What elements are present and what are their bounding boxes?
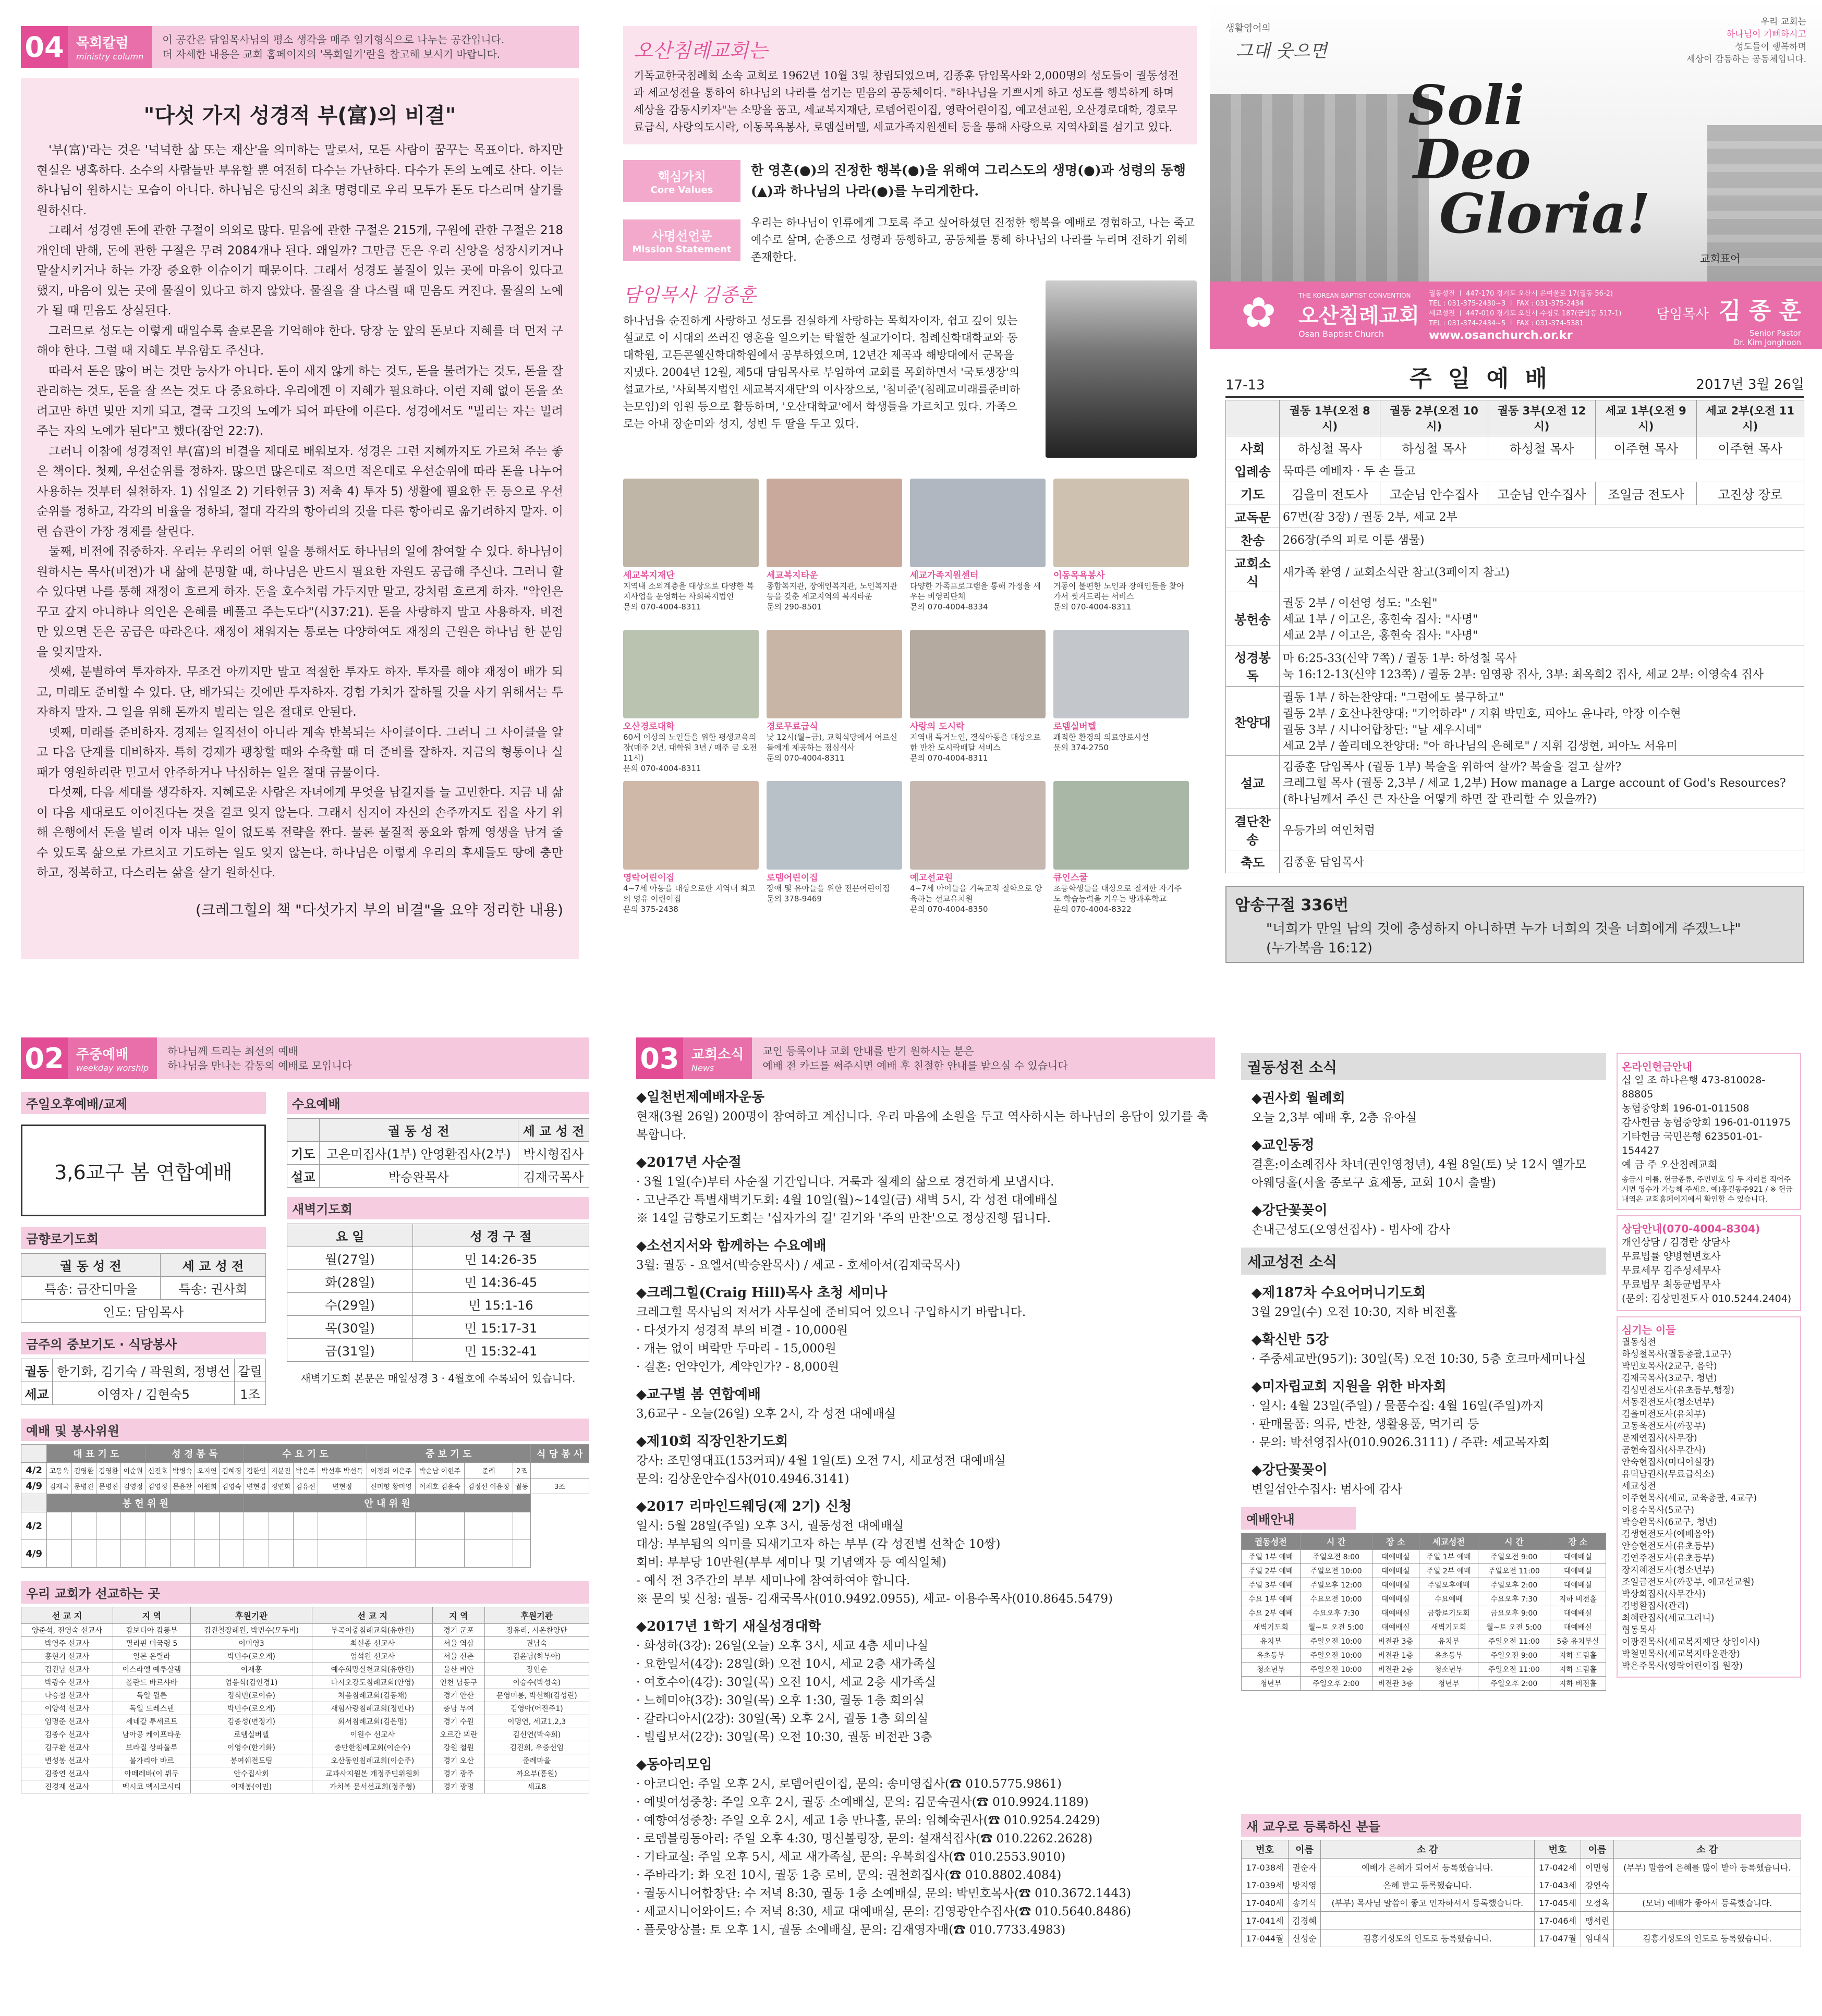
- news-line: 3월 29일(수) 오전 10:30, 지하 비전홀: [1252, 1305, 1457, 1319]
- news-line: · 주중세교반(95기): 30일(목) 오전 10:30, 5층 호크마세미나실: [1252, 1352, 1586, 1366]
- cover-buildings: [1210, 94, 1429, 282]
- news-line: · 개는 없이 벼락만 두마리 - 15,000원: [636, 1342, 836, 1355]
- order-title: 주 일 예 배: [1409, 365, 1551, 392]
- cover-top-right: 우리 교회는 하나님이 기뻐하시고 성도들이 행복하며 세상이 감동하는 공동체입니다.: [1686, 17, 1806, 65]
- ministry-caption: [910, 570, 1046, 612]
- news-line: · 플룻앙상블: 토 오후 1시, 궐동 소예배실, 문의: 김재영자매(☎ 010.7733.4983): [636, 1923, 1066, 1937]
- ministry-photo: [1053, 781, 1189, 870]
- list-item: 장지혜전도사(청소년부): [1622, 1565, 1715, 1575]
- order-cell: 김을미 전도사: [1280, 482, 1380, 505]
- news-line: · 예향여성중창: 주일 오후 2시, 세교 1층 만나홀, 문의: 임혜숙권사(☎ 010.9254.2429): [636, 1814, 1100, 1827]
- order-header: [1225, 360, 1804, 398]
- news-line: 오늘 2,3부 예배 후, 2층 유아실: [1252, 1111, 1417, 1125]
- news-line: 일시: 5월 28일(주일) 오후 3시, 궐동성전 대예배실: [636, 1519, 904, 1533]
- order-cell: 조일금 전도사: [1596, 482, 1696, 505]
- section-header: 03 교회소식 News 교인 등록이나 교회 안내를 받기 원하시는 분은 예배 전 카드를 써주시면 예배 후 친절한 안내를 받으실 수 있습니다: [636, 1037, 1215, 1079]
- order-cell: 하성철 목사: [1380, 436, 1488, 459]
- list-item: 기타헌금 국민은행 623501-01-154427: [1622, 1131, 1763, 1156]
- church-address: 궐동성전 ㅣ 447-170 경기도 오산시 은여울로 17(궐동 56-2) TEL : 031-375-2430~3 ㅣ FAX : 031-375-2434 세교성전 ㅣ 447-010 경기도 오산시 수청로 187(금암동 517-1) TEL : 031-374-2434~5 ㅣ FAX : 031-374-5381 www.osanchurch.or.kr: [1429, 290, 1622, 342]
- list-item: 김을미전도사(유치부): [1622, 1409, 1706, 1420]
- info-sidebar: 온라인헌금안내 십 일 조 하나은행 473-810028-88805 농협중앙회 196-01-011508 감사헌금 농협중앙회 196-01-011975 기타헌금 국민은행 623501-01-154427 예 금 주 오산침례교회 송금시 이름, 헌금종류, 주민번호 입 두 자리를 적어주시면 영수가 가능해 주세요. 예)홍길동주921 / ※ 헌금내역은 교회홈페이지에서 확인할 수 있습니다. 상담안내(070-4004-8304) 개인상담 / 김경란 상담사 무료법률 양병현변호사 무료세무 김주성세무사 무료법무 최동균법무사 (문의: 김상민전도사 010.5244.2404) 심기는 이들 궐동성전 하성철목사(궐동총괄,1교구) 박민호목사(2교구, 음악) 김재국목사(3교구, 청년) 김성민전도사(유초등부,행정) 서동진전도사(청소년부) 김을미전도사(유치부) 고동욱전도사(까꿍부) 문재연집사(사무장) 공현숙집사(사무간사) 안숙현집사(미디어실장) 유덕남권사(무료급식소) 세교성전 이주현목사(세교, 교육총괄, 4교구) 이용수목사(5교구) 박승완목사(6교구, 청년) 김생현전도사(예배음악) 안승현전도사(유초등부) 김연주전도사(유초등부) 장지혜전도사(청소년부) 조일금전도사(까꿍부, 예고선교원) 박상희집사(사무간사) 김병환집사(관리) 최혜란집사(세교그리니) 협동목사 이광진목사(세교복지재단 상임이사) 박철민목사(세교복지타운관장) 박은주목사(영락어린이집 원장): [1617, 1053, 1801, 1814]
- list-item: 안승현전도사(유초등부): [1622, 1541, 1715, 1551]
- ministry-desc: 지역내 소외계층을 대상으로 다양한 복지사업을 운영하는 사회복지법인: [623, 581, 754, 601]
- order-cell: 하성철 목사: [1280, 436, 1380, 459]
- order-col: 궐동 3부(오전 12시): [1488, 400, 1595, 436]
- news-line: · 고난주간 특별새벽기도회: 4월 10일(월)~14일(금) 새벽 5시, 각 성전 대예배실: [636, 1193, 1058, 1207]
- news-heading: ◆2017 리마인드웨딩(제 2기) 신청: [636, 1499, 852, 1514]
- news-line: · 일시: 4월 23일(주일) / 물품수집: 4월 16일(주일)까지: [1252, 1399, 1544, 1413]
- ministry-phone: 문의 070-4004-8311: [1053, 602, 1132, 612]
- order-label: 교독문: [1226, 505, 1280, 528]
- news-heading: ◆강단꽃꽂이: [1252, 1203, 1328, 1218]
- order-line: 눅 16:12-13(신약 123쪽) / 궐동 2부: 임영광 집사, 3부: 최옥희2 집사, 세교 2부: 이영숙4 집사: [1283, 668, 1764, 681]
- news-line: · 세교시니어와이드: 수 저녁 8:30, 세교 대예배실, 문의: 김영광안수집사(☎ 010.5640.8486): [636, 1905, 1132, 1919]
- list-item: 무료법률 양병현변호사: [1622, 1251, 1721, 1262]
- order-line: 궐동 3부 / 시냐어합창단: "날 세우시네": [1283, 724, 1482, 737]
- order-row: [1226, 436, 1804, 459]
- cover-top-left: 생활영어의: [1225, 23, 1271, 34]
- section-header: [21, 26, 579, 68]
- order-cell: [1280, 551, 1804, 592]
- ministry-photo-grid: [623, 479, 1197, 932]
- ministry-caption: [910, 873, 1046, 914]
- order-label: 사회: [1226, 436, 1280, 459]
- intro-box: [623, 26, 1197, 144]
- ministry-phone: 문의 070-4004-8311: [623, 602, 701, 612]
- order-cell: [1280, 592, 1804, 645]
- section-title: 목회칼럼 ministry column: [68, 26, 152, 68]
- news-line: · 여호수아(4강): 30일(목) 오전 10시, 세교 2층 새가족실: [636, 1676, 936, 1689]
- order-of-worship: [1225, 360, 1804, 980]
- ministry-phone: 문의 070-4004-8322: [1053, 905, 1132, 914]
- order-col: 세교 1부(오전 9시): [1596, 400, 1696, 436]
- order-row: [1226, 687, 1804, 756]
- new-members: 새 교우로 등록하신 분들 번호 이름 소 감 번호 이름 소 감 17-038세 권순자 예배가 은혜가 되어서 등록했습니다. 17-042세 이민형 (부부) 말씀에 은혜를 많이 받아 등록했습니다. 17-039세 방지영 은혜 받고 등록했습니다. 17-043세 강연숙 17-040세 송기식 (부부) 목사님 말씀이 좋고 인자하셔서 등록했습니다. 17-045세 오정옥 (모녀) 예배가 좋아서 등록했습니다. 17-041세 김경혜 17-046세 맹서린 17-044궐 신성순 김홍기성도의 인도로 등록했습니다. 17-047궐 임대식 김홍기성도의 인도로 등록했습니다.: [1241, 1814, 1801, 2002]
- news-line: ※ 문의 및 신청: 궐동- 김재국목사(010.9492.0955), 세교- 이용수목사(010.8645.5479): [636, 1592, 1113, 1606]
- campus-news: 궐동성전 소식 ◆권사회 월례회 오늘 2,3부 예배 후, 2층 유아실 ◆교인동정 결혼:이소례집사 차녀(권인영청년), 4월 8일(토) 낮 12시 엘가모아웨딩홀(서울 종로구 효제동, 교회 10시 출발) ◆강단꽃꽂이 손내근성도(오영선집사) - 범사에 감사 세교성전 소식 ◆제187차 수요어머니기도회 3월 29일(수) 오전 10:30, 지하 비전홀 ◆확신반 5강 · 주중세교반(95기): 30일(목) 오전 10:30, 5층 호크마세미나실 ◆미자립교회 지원을 위한 바자회 · 일시: 4월 23일(주일) / 물품수집: 4월 16일(주일)까지 · 판매물품: 의류, 반찬, 생활용품, 먹거리 등 · 문의: 박선영집사(010.9026.3111) / 주관: 세교목자회 ◆강단꽃꽂이 변일섭안수집사: 범사에 감사 예배안내 궐동성전 시 간 장 소 세교성전 시 간 장 소 주일 1부 예배 주일오전 8:00 대예배실 주일 1부 예배 주일오전 9:00 대예배실 주일 2부 예배 주일오전 10:00 대예배실 주일 2부 예배 주일오전 11:00 대예배실 주일 3부 예배 주일오후 12:00 대예배실 주일오후예배 주일오후 2:00 대예배실 수요 1부 예배 수요오전 10:00 대예배실 수요예배 수요오후 7:30 지하 비전홀 수요 2부 예배 수요오후 7:30 대예배실 금향로기도회 금요오후 9:00 대예배실 새벽기도회 월~토 오전 5:00 대예배실 새벽기도회 월~토 오전 5:00 대예배실 유치부 주일오전 10:00 비전관 3층 유치부 주일오전 11:00 5층 유치부실 유초등부 주일오전 10:00 비전관 1층 유초등부 주일오전 9:00 지하 드림홀 청소년부 주일오전 10:00 비전관 2층 청소년부 주일오전 11:00 지하 드림홀 청년부 주일오후 2:00 비전관 3층 청년부 주일오후 2:00 지하 비전홀: [1241, 1053, 1606, 1814]
- church-name: 오산침례교회: [1298, 304, 1419, 328]
- ministry-photo: [767, 479, 902, 567]
- ministry-name: 세교복지타운: [767, 570, 818, 581]
- new-members-table: 번호 이름 소 감 번호 이름 소 감 17-038세 권순자 예배가 은혜가 되어서 등록했습니다. 17-042세 이민형 (부부) 말씀에 은혜를 많이 받아 등록했습니다. 17-039세 방지영 은혜 받고 등록했습니다. 17-043세 강연숙 17-040세 송기식 (부부) 목사님 말씀이 좋고 인자하셔서 등록했습니다. 17-045세 오정옥 (모녀) 예배가 좋아서 등록했습니다. 17-041세 김경혜 17-046세 맹서린 17-044궐 신성순 김홍기성도의 인도로 등록했습니다. 17-047궐 임대식 김홍기성도의 인도로 등록했습니다.: [1241, 1840, 1801, 1947]
- column-title: "다섯 가지 성경적 부(富)의 비결": [143, 104, 456, 128]
- list-item: 하성철목사(궐동총괄,1교구): [1622, 1349, 1732, 1360]
- ministry-phone: 문의 070-4004-8311: [910, 753, 988, 763]
- news-line: 회비: 부부당 10만원(부부 세미나 및 기념액자 등 예식일체): [636, 1556, 946, 1569]
- ministry-caption: [1053, 873, 1189, 914]
- ministry-name: 세교가족지원센터: [910, 570, 979, 581]
- ministry-name: 로뎀실버텔: [1053, 722, 1097, 732]
- list-item: 안숙현집사(미디어실장): [1622, 1457, 1715, 1468]
- news-line: · 예빛여성중창: 주일 오후 2시, 궐동 소예배실, 문의: 김문숙권사(☎ 010.9924.1189): [636, 1795, 1089, 1809]
- mission-text: 우리는 하나님이 인류에게 그토록 주고 싶어하셨던 진정한 행복을 예배로 경험하고, 나는 죽고 예수로 살며, 순종으로 성령과 동행하고, 공동체를 통해 하나님의 나라를 누리며 전하기 위해 존재한다.: [751, 216, 1195, 263]
- news-line: · 기타교실: 주일 오후 5시, 세교 새가족실, 문의: 우복희집사(☎ 010.2553.9010): [636, 1850, 1066, 1864]
- order-label: 찬송: [1226, 528, 1280, 551]
- news-line: 문의: 김상운안수집사(010.4946.3141): [636, 1472, 849, 1486]
- ministry-photo: [623, 781, 759, 870]
- order-cell: 고진상 장로: [1696, 482, 1804, 505]
- ministry-desc: 4~7세 아동을 대상으로한 지역내 최고의 영유 어린이집: [623, 884, 756, 903]
- news-heading: ◆미자립교회 지원을 위한 바자회: [1252, 1379, 1447, 1395]
- ministry-caption: [767, 570, 902, 612]
- ministry-name: 로뎀어린이집: [767, 873, 818, 883]
- cover-script: 그대 웃으면: [1236, 41, 1328, 62]
- list-item: 조일금전도사(까꿍부, 예고선교원): [1622, 1577, 1754, 1587]
- order-row: [1226, 459, 1804, 482]
- pastor-text: 하나님을 순진하게 사랑하고 성도를 진실하게 사랑하는 목회자이자, 쉽고 깊이 있는 설교로 이 시대의 쓰러진 영혼을 일으키는 탁월한 설교가이다. 침례신학대학교와 동대학원, 고든콘웰신학대학원에서 공부하였으며, 12년간 제곡과 해방대에서 군목을 지냈다. 2004년 12월, 제5대 담임목사로 부임하여 교회를 목회하면서 '국토생장'의 설교가로, '사회복지법인 세교복지재단'의 이사장으로, '침미준'(침례교미래를준비하는모임)의 임원 등으로 활동하며, '오산대학교'에서 학생들을 가르치고 있다. 가족으로는 아내 장순미와 성지, 성빈 두 딸을 두고 있다.: [623, 314, 1021, 430]
- order-line: 우등가의 여인처럼: [1283, 824, 1376, 837]
- news-line: · 3월 1일(수)부터 사순절 기간입니다. 거룩과 절제의 삶으로 경건하게 보냅시다.: [636, 1175, 1054, 1189]
- news-line: · 주바라기: 화 오전 10시, 궐동 1층 로비, 문의: 권천희집사(☎ 010.8802.4084): [636, 1868, 1062, 1882]
- list-item: 김연주전도사(유초등부): [1622, 1553, 1715, 1563]
- order-row: [1226, 756, 1804, 809]
- ministry-phone: 문의 375-2438: [623, 905, 678, 914]
- ministry-photo: [623, 479, 759, 567]
- list-item: 박승완목사(6교구, 청년): [1622, 1517, 1717, 1528]
- list-item: 무료세무 김주성세무사: [1622, 1265, 1721, 1276]
- cover-footer: ✿ THE KOREAN BAPTIST CONVENTION 오산침례교회 Osan Baptist Church 궐동성전 ㅣ 447-170 경기도 오산시 은여울로 17(궐동 56-2) TEL : 031-375-2430~3 ㅣ FAX : 031-375-2434 세교성전 ㅣ 447-010 경기도 오산시 수청로 187(금암동 517-1) TEL : 031-374-2434~5 ㅣ FAX : 031-374-5381 www.osanchurch.or.kr 담임목사 김 종 훈 Senior Pastor Dr. Kim Jonghoon: [1210, 282, 1822, 349]
- news-line: · 화성하(3강): 26일(오늘) 오후 3시, 세교 4층 세미나실: [636, 1639, 929, 1653]
- list-item: 박민호목사(2교구, 음악): [1622, 1361, 1717, 1372]
- ministry-name: 영락어린이집: [623, 873, 675, 883]
- pastor-photo: [1046, 280, 1197, 458]
- order-cell: [1280, 528, 1804, 551]
- order-col: 궐동 1부(오전 8시): [1280, 400, 1380, 436]
- dawn-table: 요 일 성 경 구 절 월(27일) 민 14:26-35 화(28일) 민 14:36-45 수(29일) 민 15:1-16 목(30일) 민 15:17-31 금(31일) 민 15:32-41: [287, 1224, 589, 1362]
- news-heading: ◆동아리모임: [636, 1757, 712, 1773]
- section-number: 04: [21, 26, 68, 68]
- ministry-phone: 문의 290-8501: [767, 602, 822, 612]
- list-item: 공현숙집사(사무간사): [1622, 1445, 1706, 1456]
- news-line: 3월: 궐동 - 요엘서(박승완목사) / 세교 - 호세아서(김재국목사): [636, 1259, 961, 1272]
- news-line: - 예식 전 3주간의 부부 세미나에 참여하여야 합니다.: [636, 1574, 910, 1587]
- ministry-desc: 쾌적한 환경의 의료양로시설: [1053, 732, 1149, 742]
- order-cell: 이주현 목사: [1596, 436, 1696, 459]
- list-item: 유덕남권사(무료급식소): [1622, 1469, 1715, 1480]
- bulletin-cover: [1210, 0, 1822, 349]
- news-line: 변일섭안수집사: 범사에 감사: [1252, 1483, 1402, 1496]
- order-label: 봉헌송: [1226, 592, 1280, 645]
- news-line: · 문의: 박선영집사(010.9026.3111) / 주관: 세교목자회: [1252, 1436, 1550, 1449]
- order-line: 궐동 2부 / 이선영 성도: "소원": [1283, 597, 1438, 610]
- order-label: 축도: [1226, 850, 1280, 873]
- ministry-desc: 60세 이상의 노인들을 위한 평생교육의 장(매주 2년, 대학원 3년 / 매주 금 오전 11시): [623, 732, 757, 763]
- news-line: 결혼:이소례집사 차녀(권인영청년), 4월 8일(토) 낮 12시 엘가모아웨딩홀(서울 종로구 효제동, 교회 10시 출발): [1252, 1158, 1587, 1190]
- order-label: 성경봉독: [1226, 645, 1280, 687]
- column-source: (크레그힐의 책 "다섯가지 부의 비결"을 요약 정리한 내용): [196, 901, 563, 919]
- ministry-caption: [623, 570, 759, 612]
- ministry-desc: 종합복지관, 장애인복지관, 노인복지관 등을 갖춘 세교지역의 복지타운: [767, 581, 897, 601]
- pastor-intro: [623, 280, 1197, 468]
- news-heading: ◆제187차 수요어머니기도회: [1252, 1285, 1426, 1301]
- ministry-caption: [767, 722, 902, 763]
- order-cell: [1280, 756, 1804, 809]
- list-item: 김생현전도사(예배음악): [1622, 1529, 1715, 1540]
- list-item: 최혜란집사(세교그리니): [1622, 1613, 1715, 1623]
- news-line: · 결혼: 언약인가, 계약인가? - 8,000원: [636, 1360, 840, 1374]
- list-item: (문의: 김상민전도사 010.5244.2404): [1622, 1293, 1792, 1304]
- news-heading: ◆확신반 5강: [1252, 1332, 1329, 1348]
- page-02-weekday-worship: 02 주중예배 weekday worship 하나님께 드리는 최선의 예배 하나님을 만나는 감동의 예배로 모입니다 주일오후예배/교제 3,6교구 봄 연합예배 금향로기도회 궐 동 성 전 세 교 성 전 특송: 금잔디마을 특송: 권사회 인도: 담임목사 금주의 중보기도 · 식당봉사 궐동 한기화, 김기숙 / 곽원희, 정병선 갈릴 세교 이영자 / 김현숙5 1조 수요예배 궐 동 성 전 세 교 성 전 기도 고은미집사(1부) 안영환집사(2부) 박시형집사 설교 박승완목사 김재국목사 새벽기도회 요 일 성 경 구 절 월(27일) 민 14:26-35 화(28일) 민 14:36-45 수(29일) 민 15:1-16 목(30일) 민 15:17-31 금(31일) 민 15:32-41 새벽기도회 본문은 매일성경 3 · 4월호에 수록되어 있습니다. 예배 및 봉사위원 대 표 기 도 성 경 봉 독 수 요 기 도 중 보 기 도 식 당 봉 사 4/2 고동욱 김영환 김영환 이순원 신진호 박병숙 오지연 김혜경 김한인 지분진 박은주 박선후 박선득 이정희 이은주 박순남 이현주 준례 2조 4/9 김재국 문병진 문병진 김영정 김영정 문윤찬 이원희 김영숙 변현경 정연화 김유선 변현정 신미향 황미영 이채호 김윤숙 김정선 이윤정 궐동 3조 봉 헌 위 원 안 내 위 원 4/2 4/9 우리 교회가 선교하는 곳 선 교 지 지 역 후원기관 선 교 지 지 역 후원기관 양준석, 전영숙 선교사 캄보디아 캄퐁부 김진철장례원, 박민수(모두비) 부곡이중침례교회(유한원) 경기 군포 장유리, 시온찬양단 박영주 선교사 필리핀 미국령 5 이미영3 최선종 선교사 서울 역삼 권남숙 홍현기 선교사 일본 온릴라 박민수(로오게) 엄석원 선교사 서울 신촌 김윤남(하부아) 김진남 선교사 이스라엘 예루살렘 이재홍 예수희망실천교회(유한원) 울산 비안 장언순 박광수 선교사 폴란드 바르샤바 엄응식(김인경1) 다시오강도침례교회(안영) 인천 남동구 이승수(박성숙) 나승철 선교사 독일 뮐른 정식민(로이슈) 처음침례교회(김동채) 경기 안산 문영미롱, 박선해(김성린) 이양석 선교사 독일 드레스덴 박민수(로오게) 새힘사랑침례교회(정민나) 충남 부여 김영아(어진주1) 임명준 선교사 세네갈 투세르트 김종성(면정기) 회서침례교회(김은명) 경기 수원 이명연, 세교1,2,3 김종수 선교사 남아공 케이프타운 로뎀실버텔 이원수 선교사 오르간 뫼란 김신연(박숙희) 김구환 선교사 브라질 상파울루 이영수(한기화) 충만한침례교회(이순수) 강원 철원 김진희, 우중선임 변성봉 선교사 불가리아 바르 봉여쉐전도팀 오산동인침례교회(이순주) 경기 오산 준례마을 김종연 선교사 아메레바(이 뷔무 안수집사회 교과사지원본 개정주민위원회 경기 광주 까요부(흥원) 진경재 선교사 멕시코 멕시코시티 이재봉(이민) 가치복 문서선교회(정주형) 경기 광명 세교8: [21, 1037, 589, 2002]
- ministry-desc: 4~7세 아이들을 기독교적 철학으로 양육하는 선교유치원: [910, 884, 1042, 903]
- order-cell: [1280, 850, 1804, 873]
- news-line: 대상: 부부됨의 의미를 되새기고자 하는 부부 (각 성전별 선착순 10쌍): [636, 1537, 1001, 1551]
- ministry-photo: [1053, 630, 1189, 718]
- order-line: 마 6:25-33(신약 7쪽) / 궐동 1부: 하성철 목사: [1283, 652, 1517, 665]
- mission-statement: 사명선언문 Mission Statement 우리는 하나님이 인류에게 그토록 주고 싶어하셨던 진정한 행복을 예배로 경험하고, 나는 죽고 예수로 살며, 순종으로 성령과 동행하고, 공동체를 통해 하나님의 나라를 누리며 전하기 위해 존재한다.: [623, 214, 1197, 266]
- ministry-caption: [623, 722, 759, 774]
- friday-table: 궐 동 성 전 세 교 성 전 특송: 금잔디마을 특송: 권사회 인도: 담임목사: [21, 1253, 266, 1323]
- list-item: 협동목사: [1622, 1625, 1656, 1635]
- church-intro-page: [623, 26, 1197, 980]
- order-line: 김종훈 담임목사 (궐동 1부) 복술을 위하여 살까? 복술을 걸고 살까?: [1283, 761, 1621, 774]
- order-label: 결단찬송: [1226, 809, 1280, 850]
- order-label: 입례송: [1226, 459, 1280, 482]
- order-col: 궐동 2부(오전 10시): [1380, 400, 1488, 436]
- list-item: 감사헌금 농협중앙회 196-01-011975: [1622, 1117, 1791, 1128]
- bulletin-date: 2017년 3월 26일: [1696, 377, 1804, 393]
- order-line: 세교 1부 / 이고은, 홍현숙 집사: "사명": [1283, 613, 1478, 626]
- list-item: 김재국목사(3교구, 청년): [1622, 1373, 1717, 1384]
- page-04-column: [21, 26, 579, 980]
- news-line: · 빌립보서(2강): 30일(목) 오전 10:30, 궐동 비전관 3층: [636, 1730, 932, 1744]
- order-row: [1226, 592, 1804, 645]
- ministry-desc: 장애 및 유아들을 위한 전문어린이집: [767, 884, 890, 893]
- ministry-phone: 문의 070-4004-8311: [767, 753, 845, 763]
- bulletin-number: 17-13: [1225, 377, 1265, 393]
- memory-verse: 암송구절 336번 "너희가 만일 남의 것에 충성하지 아니하면 누가 너희의 것을 너희에게 주겠느냐" (누가복음 16:12): [1225, 886, 1804, 963]
- order-row: [1226, 850, 1804, 873]
- ministry-desc: 낮 12시(월~금), 교회식당에서 어르신들에게 제공하는 점심식사: [767, 732, 897, 752]
- order-cell: [1280, 809, 1804, 850]
- ministry-name: 오산경로대학: [623, 722, 675, 732]
- ministry-photo: [767, 630, 902, 718]
- ministry-desc: 지역내 독거노인, 결식아동을 대상으로 한 반찬 도시락배달 서비스: [910, 732, 1041, 752]
- order-row: [1226, 645, 1804, 687]
- ministry-name: 사랑의 도시락: [910, 722, 965, 732]
- cover-motto-label: 교회표어: [1700, 252, 1741, 265]
- order-line: 궐동 1부 / 하는찬양대: "그럼에도 불구하고": [1283, 691, 1504, 704]
- news-heading: ◆일천번제예배자운동: [636, 1090, 765, 1105]
- order-cell: [1280, 645, 1804, 687]
- news-line: · 로뎀블링동아리: 주일 오후 4:30, 명신볼링장, 문의: 설재석집사(☎ 010.2262.2628): [636, 1832, 1093, 1846]
- list-item: 무료법무 최동균법무사: [1622, 1279, 1721, 1290]
- news-line: · 갈라디아서(2강): 30일(목) 오후 2시, 궐동 1층 회의실: [636, 1712, 929, 1726]
- ministry-name: 경로무료급식: [767, 722, 818, 732]
- core-values-text: 한 영혼(●)의 진정한 행복(●)을 위해여 그리스도의 생명(●)과 성령의 동행(▲)과 하나님의 나라(●)를 누리게한다.: [751, 163, 1186, 199]
- order-line: 세교 2부 / 이고은, 홍현숙 집사: "사명": [1283, 629, 1478, 642]
- column-text: '부(富)'라는 것은 '넉넉한 삶 또는 재산'을 의미하는 말로서, 모든 사람이 꿈꾸는 목표이다. 하지만 현실은 냉혹하다. 소수의 사람들만 부유할 뿐 여전히 다수는 가난하다. 다수가 돈의 노예로 산다. 이는 하나님이 원하시는 모습이 아니다. 하나님은 당신의 최초 명령대로 우리 모두가 돈도 다스리며 살기를 원하신다. 그래서 성경엔 돈에 관한 구절이 의외로 많다. 믿음에 관한 구절은 215개, 구원에 관한 구절은 218개인데 반해, 돈에 관한 구절은 무려 2084개나 된다. 왜일까? 그만큼 돈은 우리 신앙을 성장시키거나 말살시키거나 하는 가장 중요한 이슈이기 때문이다. 그래서 성경도 물질이 있는 곳에 마음이 있다고 했지, 마음이 있는 곳에 물질이 있다고 하지 않았다. 물질을 잘 다스릴 때 믿음도 커진다. 물질의 노예가 될 때 믿음도 상실된다. 그러므로 성도는 이렇게 때일수록 솔로몬을 기억해야 한다. 당장 눈 앞의 돈보다 지혜를 더 먼저 구해야 한다. 그럴 때 지혜도 부유함도 주신다. 따라서 돈은 많이 버는 것만 능사가 아니다. 돈이 새지 않게 하는 것도, 돈을 불려가는 것도, 돈을 잘 관리하는 것도, 돈을 잘 쓰는 것도 다 중요하다. 우리에겐 이 지혜가 필요하다. 이런 지혜 없이 돈을 쏘려고만 하면 빚만 지게 되고, 결국 그것의 노예가 되어 파탄에 이른다. 성경에서도 "빌리는 자는 빌려주는 자의 노예가 된다"고 했다(잠언 22:7). 그러니 이참에 성경적인 부(富)의 비결을 제대로 배워보자. 성경은 그런 지혜까지도 가르쳐 주는 좋은 책이다. 첫째, 우선순위를 정하자. 많으면 많은대로 적으면 적은대로 우선순위에 따라 돈을 나누어 사용하는 것부터 실천하자. 1) 십일조 2) 기타헌금 3) 저축 4) 투자 5) 생활에 필요한 돈 등으로 우선순위를 정하고, 각각의 비율을 정하되, 절대 각각의 항아리의 것을 다른 항아리로 옮기려하지 말자. 이런 습관이 가장 경제를 살린다. 둘째, 비전에 집중하자. 우리는 우리의 어떤 일을 통해서도 하나님의 일에 참여할 수 있다. 하나님이 원하시는 목사(비전)가 내 삶에 분명할 때, 하나님은 반드시 필요한 자원도 공급해 주신다. 그러니 할 수 있다면 나를 통해 재정이 흐르게 하자. 돈을 호수처럼 가두지만 말고, 강처럼 흐르게 하자. "악인은 꾸고 갚지 아니하나 의인은 은혜를 베풀고 주는도다"(시37:21). 돈을 사랑하지 말고 사용하자. 비전만 있으면 돈은 공급은 따라온다. 재정이 채워지는 통로는 다양하여도 재정의 근원은 하나님 한 분임을 잊지말자. 셋째, 분별하여 투자하자. 무조건 아끼지만 말고 적절한 투자도 하자. 투자를 해야 재정이 배가 되고, 미래도 준비할 수 있다. 단, 배가되는 것에만 투자하자. 경험 가치가 잘하될 것을 사기 위해서는 투자하지 말자. 그 일을 위해 돈까지 빌리는 일은 절대로 안된다. 넷째, 미래를 준비하자. 경제는 일직선이 아니라 계속 반복되는 사이클이다. 그러니 그 사이클을 알고 다음 단계를 대비하자. 특히 경제가 팽창할 때와 수축할 때 더 준비를 잘하자. 지금의 형통이나 실패가 영원하리란 믿고서 안주하거나 낙심하는 일은 절대 금물이다. 다섯째, 다음 세대를 생각하자. 지혜로운 사람은 자녀에게 무엇을 남길지를 늘 고민한다. 지금 내 삶이 다음 세대로도 이어진다는 것을 결코 잊지 않는다. 그래서 심지어 자신의 손주까지도 집을 사기 위해 은행에서 돈을 빌려 이자 내는 일이 없도록 전략을 짠다. 물론 물질적 풍요와 함께 영생을 남겨 줄 수 있도록 삶으로 가르치고 기도하는 일도 잊지 않는다. 하나님은 이렇게 우리의 후세들도 땅에 충만하고, 정복하고, 다스리는 삶을 살기 원하신다.: [37, 143, 563, 879]
- ministry-photo: [767, 781, 902, 870]
- senior-pastor: 담임목사 김 종 훈 Senior Pastor Dr. Kim Jonghoon: [1656, 298, 1801, 347]
- news-line: · 느헤미야(3강): 30일(목) 오후 1:30, 궐동 1층 회의실: [636, 1694, 925, 1707]
- order-line: 김종훈 담임목사: [1283, 856, 1364, 869]
- news-line: · 요한일서(4강): 28일(화) 오전 10시, 세교 2층 새가족실: [636, 1657, 936, 1671]
- order-col: 세교 2부(오전 11시): [1696, 400, 1804, 436]
- news-heading: ◆소선지서와 함께하는 수요예배: [636, 1238, 827, 1254]
- order-cell: 고순님 안수집사: [1488, 482, 1595, 505]
- missions-table: 선 교 지 지 역 후원기관 선 교 지 지 역 후원기관 양준석, 전영숙 선교사 캄보디아 캄퐁부 김진철장례원, 박민수(모두비) 부곡이중침례교회(유한원) 경기 군포 장유리, 시온찬양단 박영주 선교사 필리핀 미국령 5 이미영3 최선종 선교사 서울 역삼 권남숙 홍현기 선교사 일본 온릴라 박민수(로오게) 엄석원 선교사 서울 신촌 김윤남(하부아) 김진남 선교사 이스라엘 예루살렘 이재홍 예수희망실천교회(유한원) 울산 비안 장언순 박광수 선교사 폴란드 바르샤바 엄응식(김인경1) 다시오강도침례교회(안영) 인천 남동구 이승수(박성숙) 나승철 선교사 독일 뮐른 정식민(로이슈) 처음침례교회(김동채) 경기 안산 문영미롱, 박선해(김성린) 이양석 선교사 독일 드레스덴 박민수(로오게) 새힘사랑침례교회(정민나) 충남 부여 김영아(어진주1) 임명준 선교사 세네갈 투세르트 김종성(면정기) 회서침례교회(김은명) 경기 수원 이명연, 세교1,2,3 김종수 선교사 남아공 케이프타운 로뎀실버텔 이원수 선교사 오르간 뫼란 김신연(박숙희) 김구환 선교사 브라질 상파울루 이영수(한기화) 충만한침례교회(이순수) 강원 철원 김진희, 우중선임 변성봉 선교사 불가리아 바르 봉여쉐전도팀 오산동인침례교회(이순주) 경기 오산 준례마을 김종연 선교사 아메레바(이 뷔무 안수집사회 교과사지원본 개정주민위원회 경기 광주 까요부(흥원) 진경재 선교사 멕시코 멕시코시티 이재봉(이민) 가치복 문서선교회(정주형) 경기 광명 세교8: [21, 1607, 589, 1793]
- news-heading: ◆권사회 월례회: [1252, 1091, 1345, 1106]
- list-item: 김병환집사(관리): [1622, 1601, 1689, 1611]
- news-heading: ◆2017년 사순절: [636, 1155, 742, 1170]
- order-cell: [1280, 459, 1804, 482]
- order-cell: 고순님 안수집사: [1380, 482, 1488, 505]
- order-label: 설교: [1226, 756, 1280, 809]
- church-url[interactable]: www.osanchurch.or.kr: [1429, 329, 1573, 342]
- order-line: 266장(주의 피로 이룬 샘물): [1283, 534, 1425, 547]
- order-label: 교회소식: [1226, 551, 1280, 592]
- list-item: 궐동성전: [1622, 1337, 1656, 1348]
- news-list: [636, 1086, 1215, 1939]
- ministry-phone: 문의 070-4004-8350: [910, 905, 988, 914]
- order-cell: [1280, 687, 1804, 756]
- ministry-photo: [623, 630, 759, 718]
- column-body: [21, 78, 579, 959]
- news-line: · 아코디언: 주일 오후 2시, 로뎀어린이집, 문의: 송미영집사(☎ 010.5775.9861): [636, 1777, 1062, 1791]
- sunday-box: 3,6교구 봄 연합예배: [21, 1125, 266, 1216]
- church-logo-icon: ✿: [1241, 288, 1277, 337]
- news-line: 크레그힐 목사님의 저서가 사무실에 준비되어 있으니 구입하시기 바랍니다.: [636, 1305, 1026, 1319]
- ministry-caption: [767, 873, 902, 904]
- list-item: 농협중앙회 196-01-011508: [1622, 1103, 1750, 1114]
- list-item: 박철민목사(세교복지타운관장): [1622, 1649, 1740, 1659]
- order-table: [1225, 400, 1804, 873]
- ministry-phone: 문의 374-2750: [1053, 743, 1109, 752]
- ministry-name: 이동목욕봉사: [1053, 570, 1105, 581]
- order-row: [1226, 551, 1804, 592]
- news-heading: ◆교인동정: [1252, 1138, 1315, 1153]
- list-item: 김성민전도사(유초등부,행정): [1622, 1385, 1734, 1396]
- ministry-caption: [623, 873, 759, 914]
- ministry-photo: [910, 479, 1046, 567]
- news-heading: ◆제10회 직장인찬기도회: [636, 1434, 788, 1449]
- news-line: ※ 14일 금향로기도회는 '십자가의 길' 걷기와 '주의 만찬'으로 정상진행 됩니다.: [636, 1212, 1051, 1225]
- order-line: 새가족 환영 / 교회소식란 참고(3페이지 참고): [1283, 566, 1510, 579]
- ministry-phone: 문의 070-4004-8334: [910, 602, 988, 612]
- order-row: [1226, 482, 1804, 505]
- order-line: 세교 2부 / 쏠리데오찬양대: "아 하나님의 은혜로" / 지휘 김생현, 피아노 서유미: [1283, 740, 1678, 753]
- ministry-photo: [1053, 479, 1189, 567]
- ministry-phone: 문의 378-9469: [767, 894, 822, 903]
- ministry-phone: 문의 070-4004-8311: [623, 764, 701, 773]
- ministry-desc: 초등학생들을 대상으로 철저한 자기주도 학습능력을 키우는 방과후학교: [1053, 884, 1182, 903]
- ministry-name: 큐인스쿨: [1053, 873, 1088, 883]
- ministry-caption: [1053, 722, 1189, 753]
- section-header: 02 주중예배 weekday worship 하나님께 드리는 최선의 예배 하나님을 만나는 감동의 예배로 모입니다: [21, 1037, 589, 1079]
- section-description: 이 공간은 담임목사님의 평소 생각을 매주 일기형식으로 나누는 공간입니다. 더 자세한 내용은 교회 홈페이지의 '목회일기'란을 참고해 보시기 바랍니다.: [162, 33, 505, 60]
- list-item: 박상희집사(사무간사): [1622, 1589, 1706, 1599]
- list-item: 개인상담 / 김경란 상담사: [1622, 1237, 1731, 1248]
- list-item: 고동욱전도사(까꿍부): [1622, 1421, 1706, 1432]
- list-item: 세교성전: [1622, 1481, 1656, 1492]
- schedule-table: 궐동성전 시 간 장 소 세교성전 시 간 장 소 주일 1부 예배 주일오전 8:00 대예배실 주일 1부 예배 주일오전 9:00 대예배실 주일 2부 예배 주일오전 10:00 대예배실 주일 2부 예배 주일오전 11:00 대예배실 주일 3부 예배 주일오후 12:00 대예배실 주일오후예배 주일오후 2:00 대예배실 수요 1부 예배 수요오전 10:00 대예배실 수요예배 수요오후 7:30 지하 비전홀 수요 2부 예배 수요오후 7:30 대예배실 금향로기도회 금요오후 9:00 대예배실 새벽기도회 월~토 오전 5:00 대예배실 새벽기도회 월~토 오전 5:00 대예배실 유치부 주일오전 10:00 비전관 3층 유치부 주일오전 11:00 5층 유치부실 유초등부 주일오전 10:00 비전관 1층 유초등부 주일오전 9:00 지하 드림홀 청소년부 주일오전 10:00 비전관 2층 청소년부 주일오전 11:00 지하 드림홀 청년부 주일오후 2:00 비전관 3층 청년부 주일오후 2:00 지하 비전홀: [1241, 1533, 1606, 1691]
- wednesday-table: 궐 동 성 전 세 교 성 전 기도 고은미집사(1부) 안영환집사(2부) 박시형집사 설교 박승완목사 김재국목사: [287, 1118, 589, 1188]
- sunday-title: 주일오후예배/교제: [21, 1092, 266, 1114]
- news-line: 강사: 조민영대표(153커피)/ 4월 1일(토) 오전 7시, 세교성전 대예배실: [636, 1454, 1006, 1468]
- news-line: 손내근성도(오영선집사) - 범사에 감사: [1252, 1223, 1450, 1237]
- ministry-desc: 거동이 불편한 노인과 장애인들을 찾아가서 씻겨드리는 서비스: [1053, 581, 1184, 601]
- order-line: 크레그힐 목사 (궐동 2,3부 / 세교 1,2부) How manage a Large account of God's Resources? (하나님께서 주신 큰 자산을 어떻게 하면 잘 관리할 수 있을까?): [1283, 777, 1786, 806]
- news-line: 현재(3월 26일) 200명이 참여하고 계십니다. 우리 마음에 소원을 두고 역사하시는 하나님의 응답이 있기를 축복합니다.: [636, 1110, 1208, 1142]
- order-label: 찬양대: [1226, 687, 1280, 756]
- prayer-table: 궐동 한기화, 김기숙 / 곽원희, 정병선 갈릴 세교 이영자 / 김현숙5 1조: [21, 1359, 266, 1405]
- list-item: 박은주목사(영락어린이집 원장): [1622, 1661, 1743, 1671]
- news-line: · 다섯가지 성경적 부의 비결 - 10,000원: [636, 1324, 848, 1337]
- order-row: [1226, 505, 1804, 528]
- cover-motto: Soli Deo Gloria!: [1408, 73, 1651, 246]
- ministry-name: 예고선교원: [910, 873, 953, 883]
- order-cell: 하성철 목사: [1488, 436, 1595, 459]
- order-label: 기도: [1226, 482, 1280, 505]
- news-heading: ◆교구별 봄 연합예배: [636, 1387, 761, 1402]
- list-item: 서동진전도사(청소년부): [1622, 1397, 1715, 1408]
- news-line: 3,6교구 - 오늘(26일) 오후 2시, 각 성전 대예배실: [636, 1407, 896, 1421]
- news-line: · 궐동시니어합창단: 수 저녁 8:30, 궐동 1층 소예배실, 문의: 박민호목사(☎ 010.3672.1443): [636, 1887, 1131, 1900]
- list-item: 이용수목사(5교구): [1622, 1505, 1695, 1516]
- ministry-caption: [1053, 570, 1189, 612]
- pastor-title: 담임목사 김종훈: [623, 285, 756, 306]
- news-line: · 판매물품: 의류, 반찬, 생활용품, 먹거리 등: [1252, 1418, 1479, 1431]
- list-item: 이광진목사(세교복지재단 상임이사): [1622, 1637, 1760, 1647]
- news-heading: ◆크레그힐(Craig Hill)목사 초청 세미나: [636, 1285, 888, 1301]
- core-values: 핵심가치 Core Values 한 영혼(●)의 진정한 행복(●)을 위해여 그리스도의 생명(●)과 성령의 동행(▲)과 하나님의 나라(●)를 누리게한다.: [623, 160, 1197, 202]
- order-cell: 이주현 목사: [1696, 436, 1804, 459]
- order-line: 묵따른 예배자 · 두 손 들고: [1283, 465, 1416, 478]
- ministry-photo: [910, 781, 1046, 870]
- news-heading: ◆강단꽃꽂이: [1252, 1462, 1328, 1478]
- ministry-photo: [910, 630, 1046, 718]
- page-03-news: [636, 1037, 1215, 2002]
- ministry-name: 세교복지재단: [623, 570, 675, 581]
- order-row: [1226, 809, 1804, 850]
- order-line: 궐동 2부 / 호산나찬양대: "기억하라" / 지휘 박민호, 피아노 윤나라, 악장 이수현: [1283, 707, 1681, 720]
- list-item: 예 금 주 오산침례교회: [1622, 1159, 1718, 1170]
- list-item: 십 일 조 하나은행 473-810028-88805: [1622, 1074, 1766, 1100]
- order-line: 67번(잠 3장) / 궐동 2부, 세교 2부: [1283, 511, 1457, 524]
- order-cell: [1280, 505, 1804, 528]
- list-item: 이주현목사(세교, 교육총괄, 4교구): [1622, 1493, 1757, 1504]
- intro-text: 기독교한국침례회 소속 교회로 1962년 10월 3일 창립되었으며, 김종훈 담임목사와 2,000명의 성도들이 궐동성전과 세교성전을 통하여 하나님의 나라를 섬기는 믿음의 공동체이다. "하나님을 기쁘시게 하고 성도를 행복하게 하며 세상을 감동시키자"는 소망을 품고, 세교복지재단, 로템어린이집, 영락어린이집, 예고선교원, 오산경로대학, 경로무료급식, 사랑의도시락, 이동목욕봉사, 로뎀실버텔, 세교가족지원센터 등을 통해 사랑으로 지역사회를 섬기고 있다.: [634, 69, 1179, 133]
- order-row: [1226, 528, 1804, 551]
- list-item: 문재연집사(사무장): [1622, 1433, 1697, 1444]
- ministry-desc: 다양한 가족프로그램을 통해 가정을 세우는 비영리단체: [910, 581, 1041, 601]
- order-col: [1226, 400, 1280, 436]
- intro-title: 오산침례교회는: [634, 39, 768, 62]
- ministry-caption: [910, 722, 1046, 763]
- news-heading: ◆2017년 1학기 새실성경대학: [636, 1619, 821, 1634]
- service-table: 대 표 기 도 성 경 봉 독 수 요 기 도 중 보 기 도 식 당 봉 사 4/2 고동욱 김영환 김영환 이순원 신진호 박병숙 오지연 김혜경 김한인 지분진 박은주 박선후 박선득 이정희 이은주 박순남 이현주 준례 2조 4/9 김재국 문병진 문병진 김영정 김영정 문윤찬 이원희 김영숙 변현경 정연화 김유선 변현정 신미향 황미영 이채호 김윤숙 김정선 이윤정 궐동 3조 봉 헌 위 원 안 내 위 원 4/2 4/9: [21, 1444, 589, 1568]
